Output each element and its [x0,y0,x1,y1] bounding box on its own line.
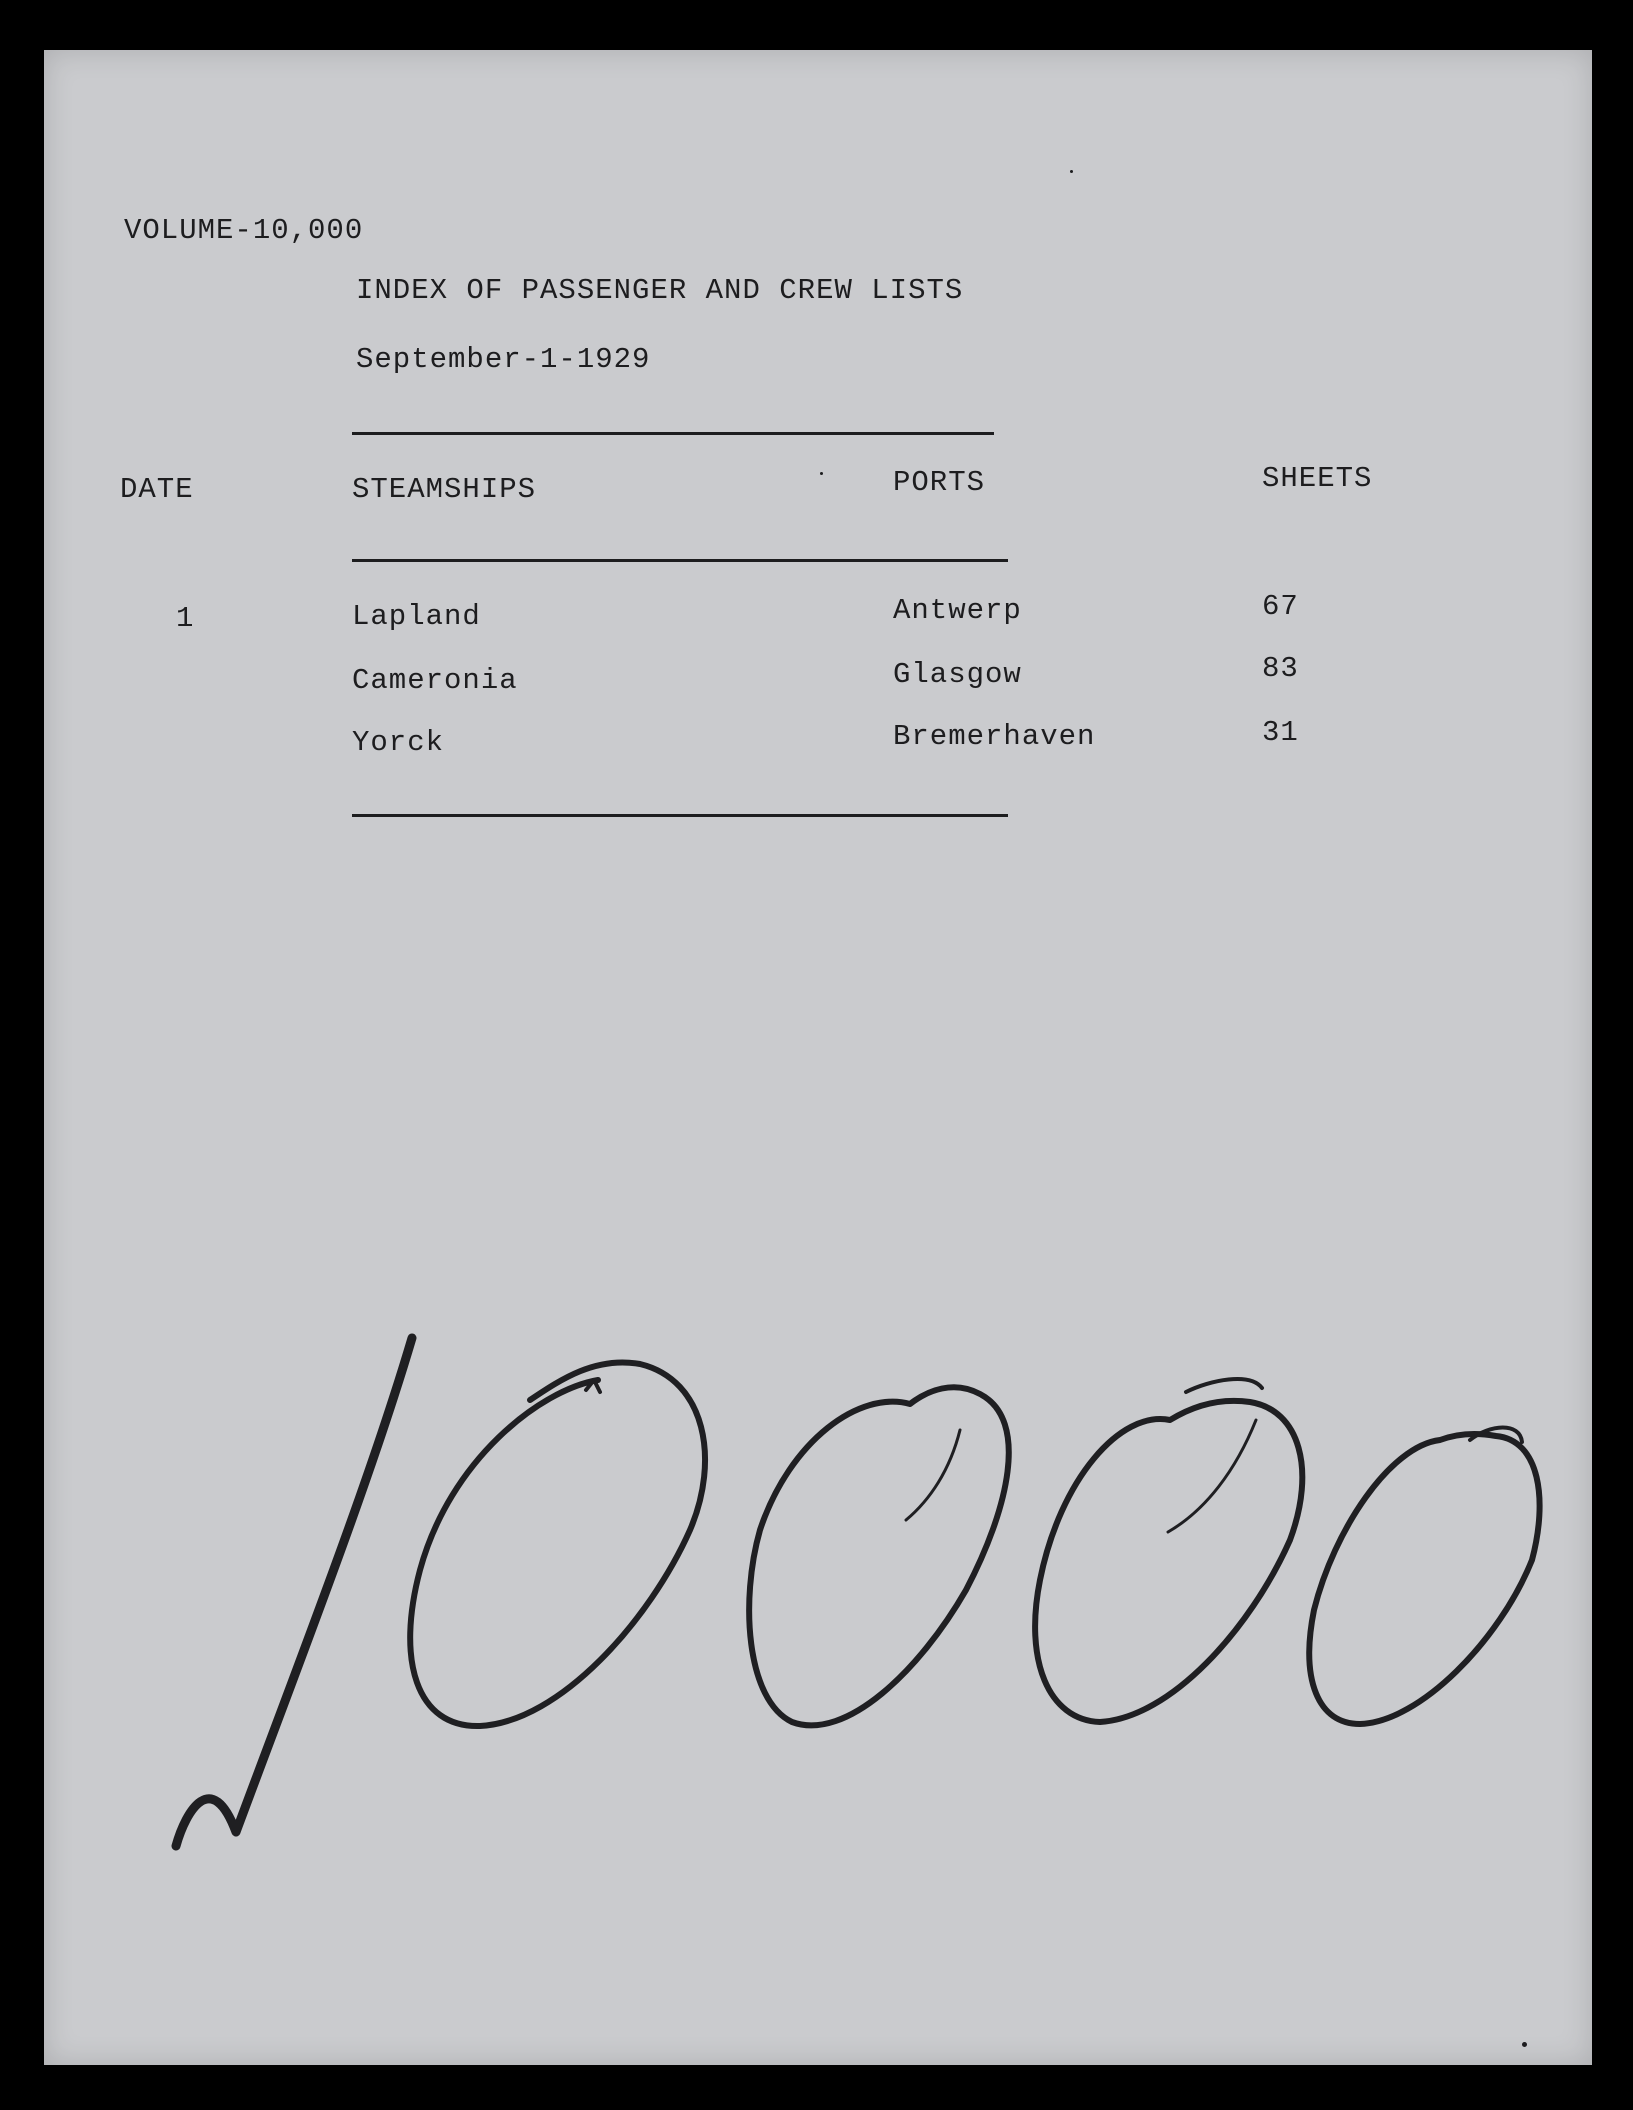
paper-speck [820,472,823,475]
paper-speck [1070,170,1073,173]
row-port: Antwerp [893,594,1022,627]
volume-label: VOLUME-10,000 [124,214,364,247]
column-header-ports: PORTS [893,466,986,499]
row-sheets: 67 [1262,590,1299,623]
paper-speck [1522,2042,1527,2047]
column-header-date: DATE [120,473,194,506]
row-sheets: 31 [1262,716,1299,749]
row-port: Bremerhaven [893,720,1096,753]
column-header-sheets: SHEETS [1262,462,1373,495]
row-sheets: 83 [1262,652,1299,685]
row-steamship: Lapland [352,600,481,633]
row-steamship: Yorck [352,726,445,759]
row-port: Glasgow [893,658,1022,691]
column-header-steamships: STEAMSHIPS [352,473,537,506]
row-steamship: Cameronia [352,664,518,697]
document-title: INDEX OF PASSENGER AND CREW LISTS [356,274,964,307]
row-date: 1 [176,602,195,635]
document-date: September-1-1929 [356,343,651,376]
